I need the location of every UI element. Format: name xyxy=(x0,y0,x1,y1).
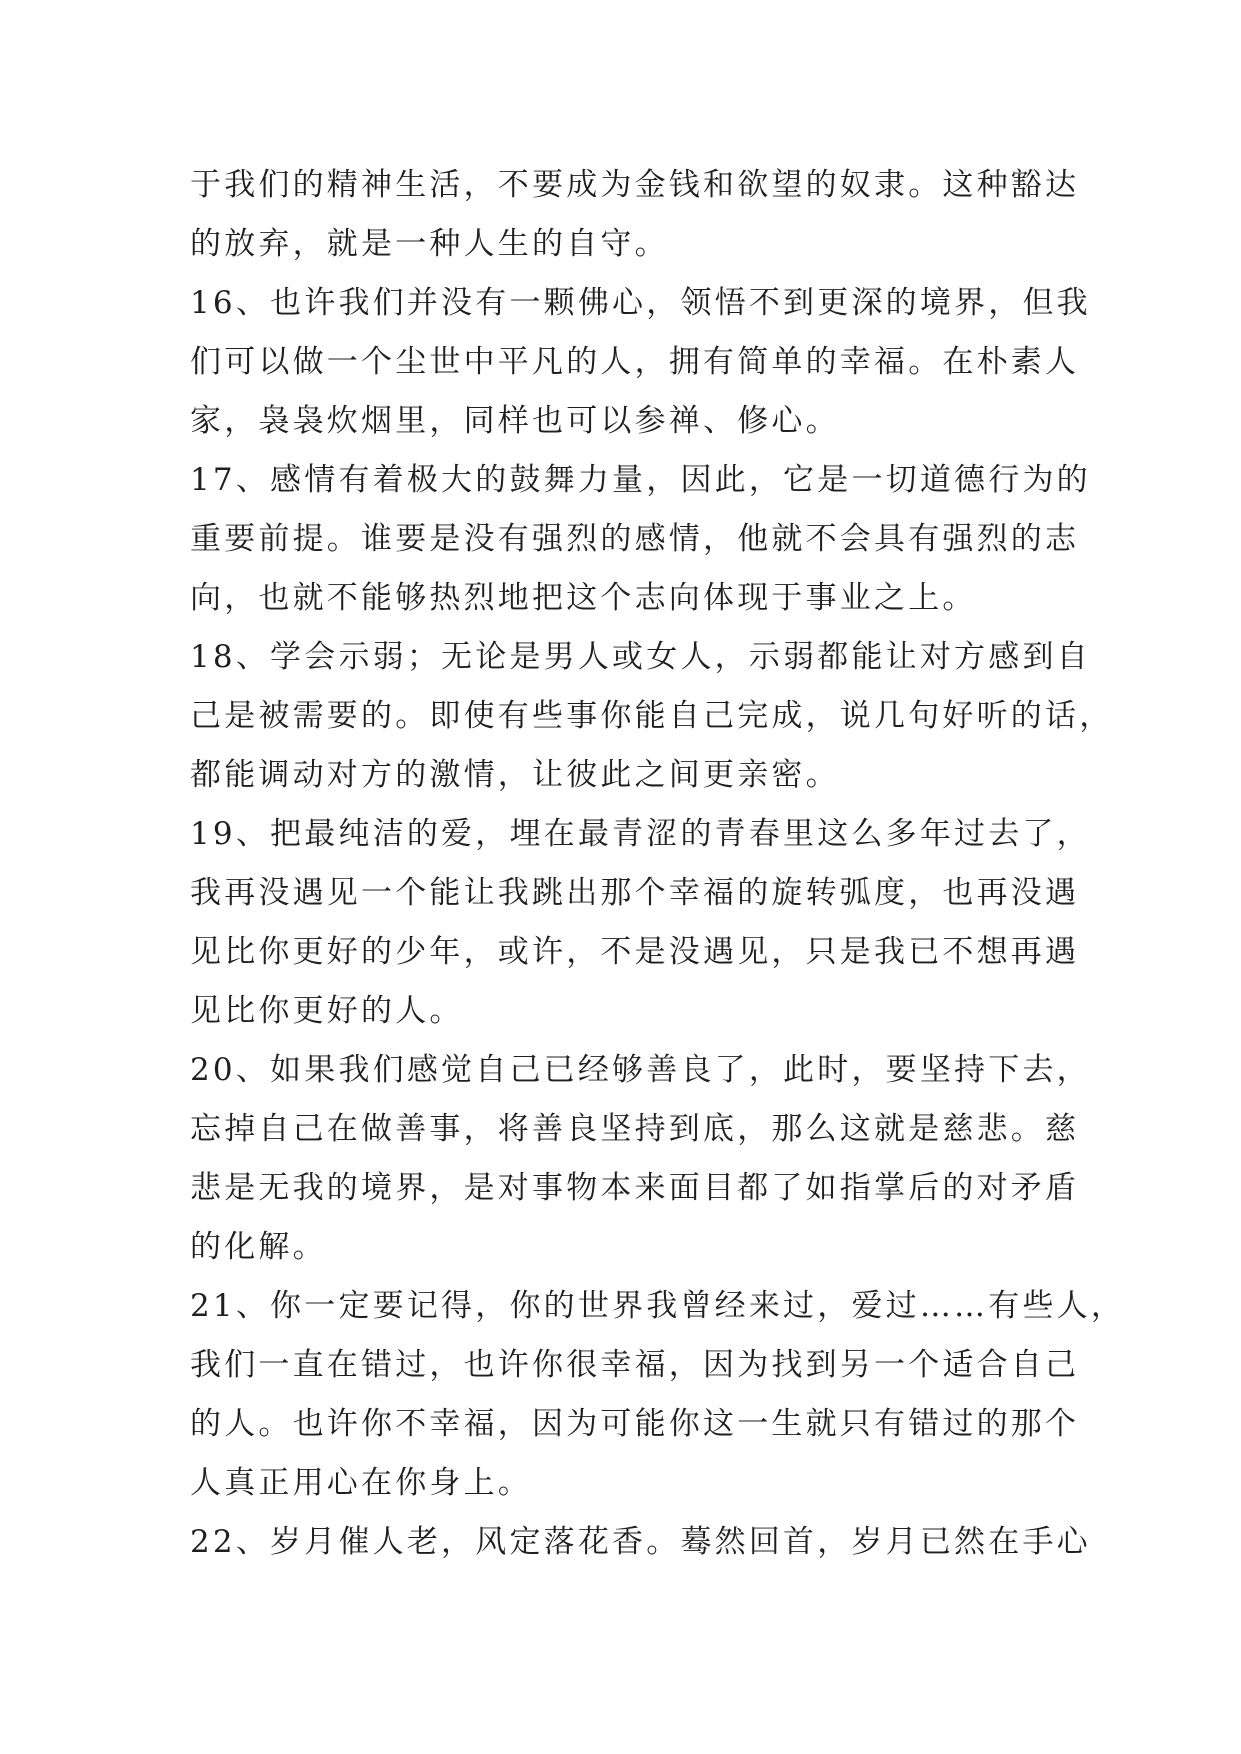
text-line: 的人。也许你不幸福，因为可能你这一生就只有错过的那个 xyxy=(190,1406,1080,1442)
text-line: 21、你一定要记得，你的世界我曾经来过，爱过……有些人， xyxy=(190,1288,1126,1324)
text-line: 人真正用心在你身上。 xyxy=(190,1465,532,1501)
text-line: 的化解。 xyxy=(190,1229,327,1265)
text-line: 悲是无我的境界，是对事物本来面目都了如指掌后的对矛盾 xyxy=(190,1170,1080,1206)
text-line: 20、如果我们感觉自己已经够善良了，此时，要坚持下去， xyxy=(190,1052,1091,1088)
text-line: 家，袅袅炊烟里，同样也可以参禅、修心。 xyxy=(190,403,840,439)
text-line: 们可以做一个尘世中平凡的人，拥有简单的幸福。在朴素人 xyxy=(190,344,1080,380)
text-line: 我们一直在错过，也许你很幸福，因为找到另一个适合自己 xyxy=(190,1347,1080,1383)
text-line: 我再没遇见一个能让我跳出那个幸福的旋转弧度，也再没遇 xyxy=(190,875,1080,911)
text-line: 重要前提。谁要是没有强烈的感情，他就不会具有强烈的志 xyxy=(190,521,1080,557)
text-line: 17、感情有着极大的鼓舞力量，因此，它是一切道德行为的 xyxy=(190,462,1091,498)
text-line: 16、也许我们并没有一颗佛心，领悟不到更深的境界，但我 xyxy=(190,285,1091,321)
text-line: 于我们的精神生活，不要成为金钱和欲望的奴隶。这种豁达 xyxy=(190,167,1080,203)
text-line: 的放弃，就是一种人生的自守。 xyxy=(190,226,669,262)
text-line: 向，也就不能够热烈地把这个志向体现于事业之上。 xyxy=(190,580,977,616)
text-line: 见比你更好的人。 xyxy=(190,993,464,1029)
text-line: 都能调动对方的激情，让彼此之间更亲密。 xyxy=(190,757,840,793)
text-line: 22、岁月催人老，风定落花香。蓦然回首，岁月已然在手心 xyxy=(190,1524,1091,1560)
text-line: 19、把最纯洁的爱，埋在最青涩的青春里这么多年过去了， xyxy=(190,816,1091,852)
text-line: 18、学会示弱；无论是男人或女人，示弱都能让对方感到自 xyxy=(190,639,1091,675)
text-line: 忘掉自己在做善事，将善良坚持到底，那么这就是慈悲。慈 xyxy=(190,1111,1080,1147)
body-text xyxy=(190,156,1126,1572)
text-line: 见比你更好的少年，或许，不是没遇见，只是我已不想再遇 xyxy=(190,934,1080,970)
text-line: 己是被需要的。即使有些事你能自己完成，说几句好听的话， xyxy=(190,698,1114,734)
